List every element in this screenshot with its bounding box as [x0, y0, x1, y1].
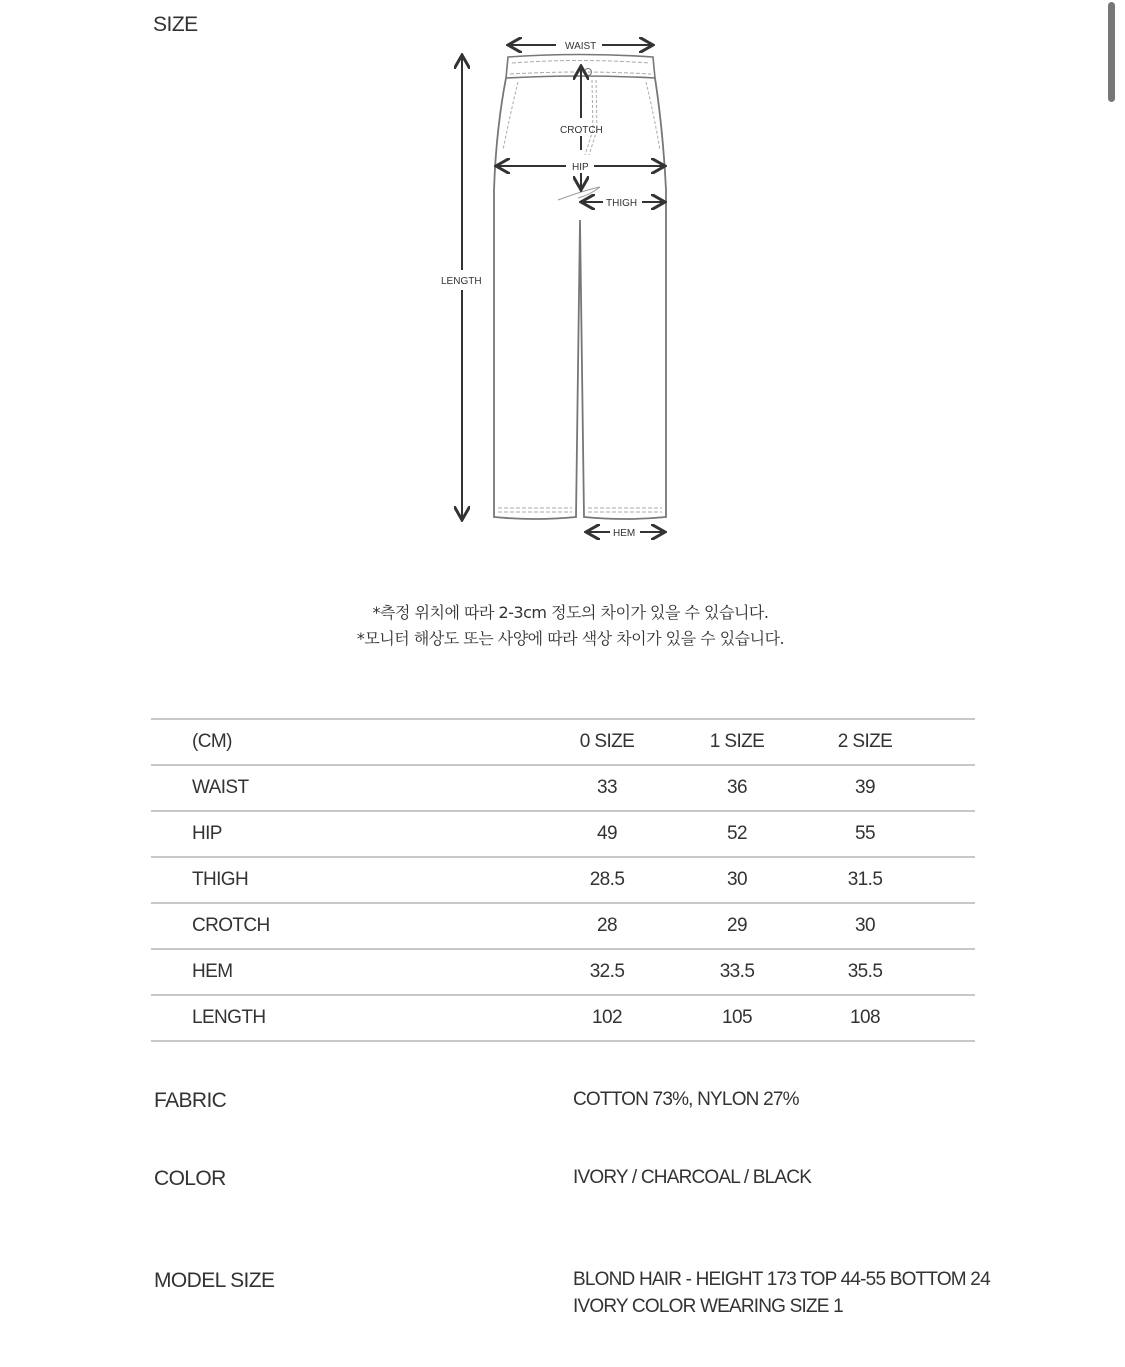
waist-label: WAIST [565, 41, 597, 52]
cell: 33 [542, 765, 672, 811]
cell: 29 [672, 903, 802, 949]
size-0-header: 0 SIZE [542, 719, 672, 765]
row-label: LENGTH [151, 995, 542, 1041]
table-row [151, 949, 975, 995]
length-label: LENGTH [441, 276, 482, 287]
table-row [151, 811, 975, 857]
cell: 31.5 [802, 857, 928, 903]
cell: 35.5 [802, 949, 928, 995]
cell: 52 [672, 811, 802, 857]
cell: 108 [802, 995, 928, 1041]
table-row [151, 765, 975, 811]
unit-header: (CM) [151, 719, 542, 765]
row-label: WAIST [151, 765, 542, 811]
cell: 49 [542, 811, 672, 857]
row-label: CROTCH [151, 903, 542, 949]
cell: 28.5 [542, 857, 672, 903]
color-value: IVORY / CHARCOAL / BLACK [573, 1167, 812, 1188]
hem-label: HEM [613, 528, 636, 539]
model-size-line-2: IVORY COLOR WEARING SIZE 1 [573, 1296, 843, 1317]
fabric-value: COTTON 73%, NYLON 27% [573, 1089, 799, 1110]
row-label: THIGH [151, 857, 542, 903]
row-label: HEM [151, 949, 542, 995]
size-table [151, 718, 975, 1042]
cell: 102 [542, 995, 672, 1041]
size-2-header: 2 SIZE [802, 719, 928, 765]
table-header-row [151, 719, 975, 765]
size-1-header: 1 SIZE [672, 719, 802, 765]
cell: 33.5 [672, 949, 802, 995]
cell: 36 [672, 765, 802, 811]
cell: 30 [672, 857, 802, 903]
scrollbar[interactable] [1108, 2, 1115, 102]
color-label: COLOR [154, 1167, 226, 1190]
cell: 55 [802, 811, 928, 857]
measurement-notes [0, 600, 1125, 652]
table-row [151, 995, 975, 1041]
pants-outline-icon [420, 30, 720, 550]
model-size-value [573, 1266, 990, 1320]
cell: 32.5 [542, 949, 672, 995]
model-size-line-1: BLOND HAIR - HEIGHT 173 TOP 44-55 BOTTOM 24 [573, 1269, 990, 1290]
note-measurement: *측정 위치에 따라 2-3cm 정도의 차이가 있을 수 있습니다. [372, 603, 769, 622]
cell: 28 [542, 903, 672, 949]
model-size-label: MODEL SIZE [154, 1269, 275, 1292]
fabric-label: FABRIC [154, 1089, 227, 1112]
cell: 105 [672, 995, 802, 1041]
cell: 30 [802, 903, 928, 949]
cell: 39 [802, 765, 928, 811]
note-monitor: *모니터 해상도 또는 사양에 따라 색상 차이가 있을 수 있습니다. [356, 629, 785, 648]
crotch-label: CROTCH [560, 125, 603, 136]
page-title: SIZE [153, 13, 198, 36]
table-row [151, 857, 975, 903]
pants-measurement-diagram [420, 30, 720, 550]
row-label: HIP [151, 811, 542, 857]
table-row [151, 903, 975, 949]
hip-label: HIP [572, 162, 589, 173]
thigh-label: THIGH [606, 198, 638, 209]
